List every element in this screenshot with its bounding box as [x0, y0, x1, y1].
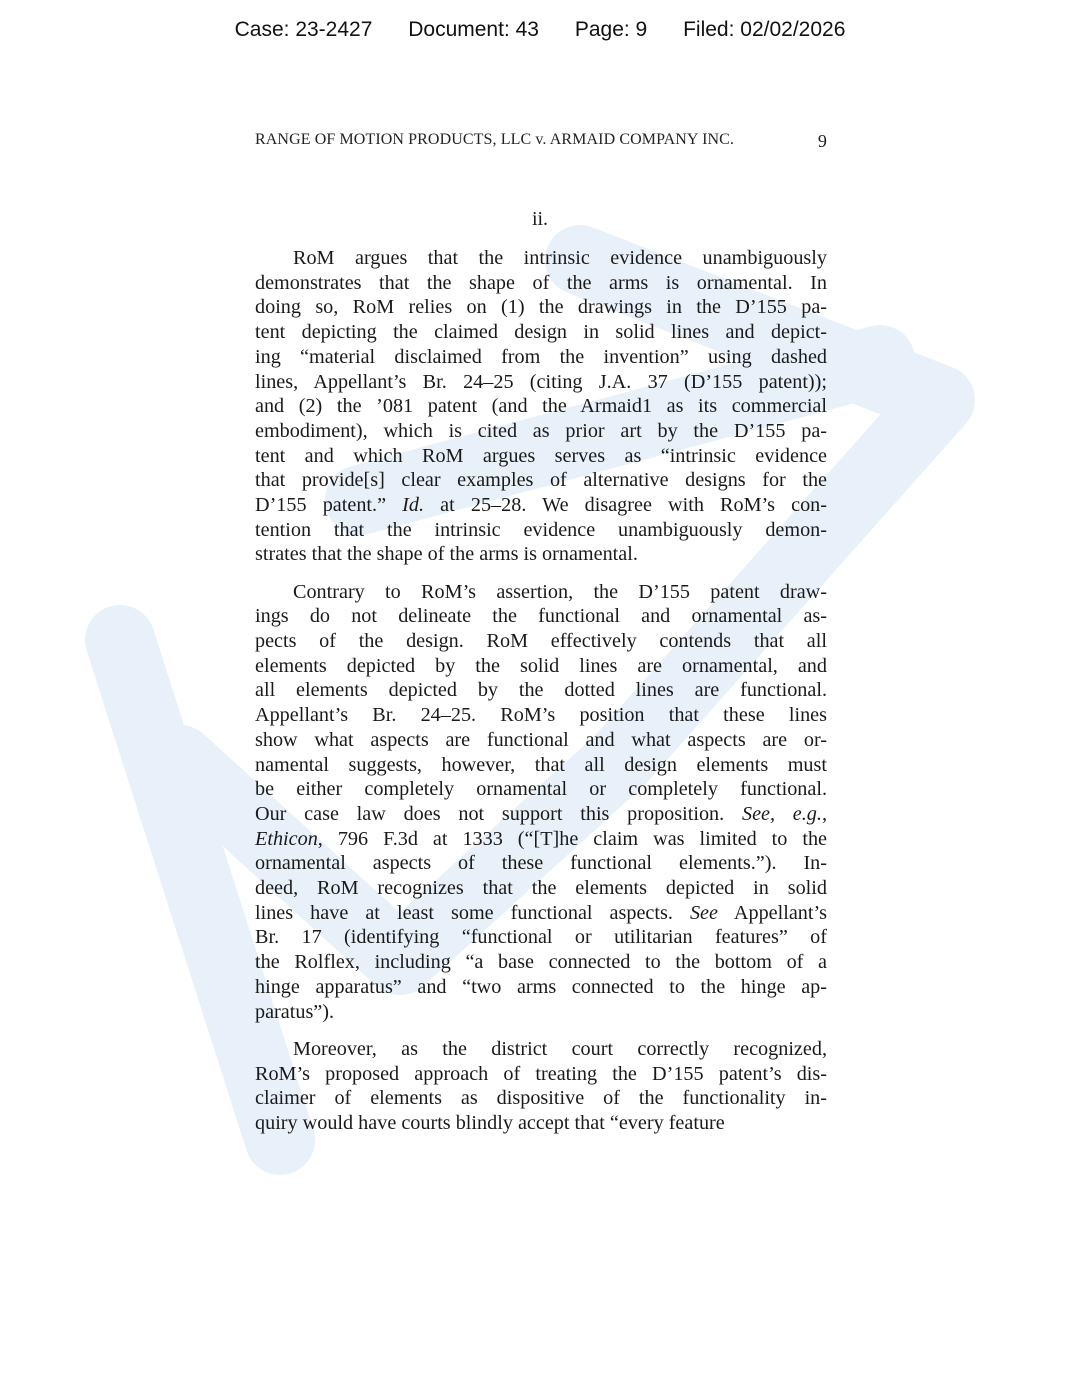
text-line: quiry would have courts blindly accept that “every feature	[255, 1111, 725, 1134]
text-line: and (2) the ’081 patent (and the Armaid1 as its commercial	[255, 395, 827, 418]
text-line: Moreover, as the district court correctly recognized,	[293, 1037, 827, 1060]
text-line: D’155 patent.” Id. at 25–28. We disagree with RoM’s con-	[255, 494, 828, 517]
text-line: ing “material disclaimed from the invention” using dashed	[255, 345, 827, 368]
text-line: Contrary to RoM’s assertion, the D’155 patent draw-	[293, 580, 827, 603]
case-number: Case: 23-2427	[234, 18, 373, 41]
text-line: embodiment), which is cited as prior art by the D’155 pa-	[255, 419, 827, 442]
text-line: show what aspects are functional and what aspects are or-	[255, 728, 827, 751]
text-line: namental suggests, however, that all design elements must	[255, 753, 827, 776]
text-line: Br. 17 (identifying “functional or utilitarian features” of	[255, 926, 827, 949]
section-heading: ii.	[531, 208, 549, 230]
text-line: Appellant’s Br. 24–25. RoM’s position that these lines	[255, 704, 827, 727]
text-line: RoM argues that the intrinsic evidence unambiguously	[293, 247, 827, 269]
paragraph	[255, 246, 827, 567]
filed-date: Filed: 02/02/2026	[683, 18, 846, 41]
opinion-body	[255, 246, 827, 1148]
text-line: ornamental aspects of these functional elements.”). In-	[255, 852, 827, 875]
text-line: tent depicting the claimed design in solid lines and depict-	[255, 321, 827, 344]
text-line: that provide[s] clear examples of alternative designs for the	[255, 469, 827, 492]
text-line: tent and which RoM argues serves as “intrinsic evidence	[255, 444, 827, 467]
text-line: RoM’s proposed approach of treating the D’155 patent’s dis-	[255, 1062, 827, 1085]
text-line: demonstrates that the shape of the arms is ornamental. In	[255, 271, 827, 294]
text-line: hinge apparatus” and “two arms connected to the hinge ap-	[255, 975, 827, 998]
text-line: paratus”).	[255, 1000, 335, 1023]
text-line: doing so, RoM relies on (1) the drawings in the D’155 pa-	[255, 296, 827, 319]
text-line: lines have at least some functional aspects. See Appellant’s	[255, 901, 827, 924]
text-line: strates that the shape of the arms is ornamental.	[255, 543, 638, 566]
document-number: Document: 43	[408, 18, 539, 41]
text-line: deed, RoM recognizes that the elements depicted in solid	[255, 877, 827, 900]
running-head	[255, 131, 827, 152]
text-line: pects of the design. RoM effectively contends that all	[255, 630, 827, 653]
page-number: 9	[817, 131, 827, 151]
stamp-page-number: Page: 9	[574, 18, 648, 41]
text-line: elements depicted by the solid lines are ornamental, and	[255, 654, 827, 677]
paragraph	[255, 1037, 827, 1136]
text-line: tention that the intrinsic evidence unambiguously demon-	[255, 518, 827, 541]
paragraph	[255, 580, 827, 1025]
running-head-title: RANGE OF MOTION PRODUCTS, LLC v. ARMAID COMPANY INC.	[255, 131, 735, 148]
text-line: the Rolflex, including “a base connected to the bottom of a	[255, 951, 827, 974]
text-line: ings do not delineate the functional and ornamental as-	[255, 605, 827, 628]
text-line: be either completely ornamental or completely functional.	[255, 778, 827, 801]
text-line: Our case law does not support this proposition. See, e.g.,	[255, 802, 827, 825]
text-line: claimer of elements as dispositive of the functionality in-	[255, 1087, 827, 1110]
text-line: lines, Appellant’s Br. 24–25 (citing J.A. 37 (D’155 patent));	[255, 370, 827, 393]
text-line: Ethicon, 796 F.3d at 1333 (“[T]he claim was limited to the	[255, 827, 827, 850]
filing-stamp	[0, 18, 1080, 42]
text-line: all elements depicted by the dotted lines are functional.	[255, 679, 827, 702]
